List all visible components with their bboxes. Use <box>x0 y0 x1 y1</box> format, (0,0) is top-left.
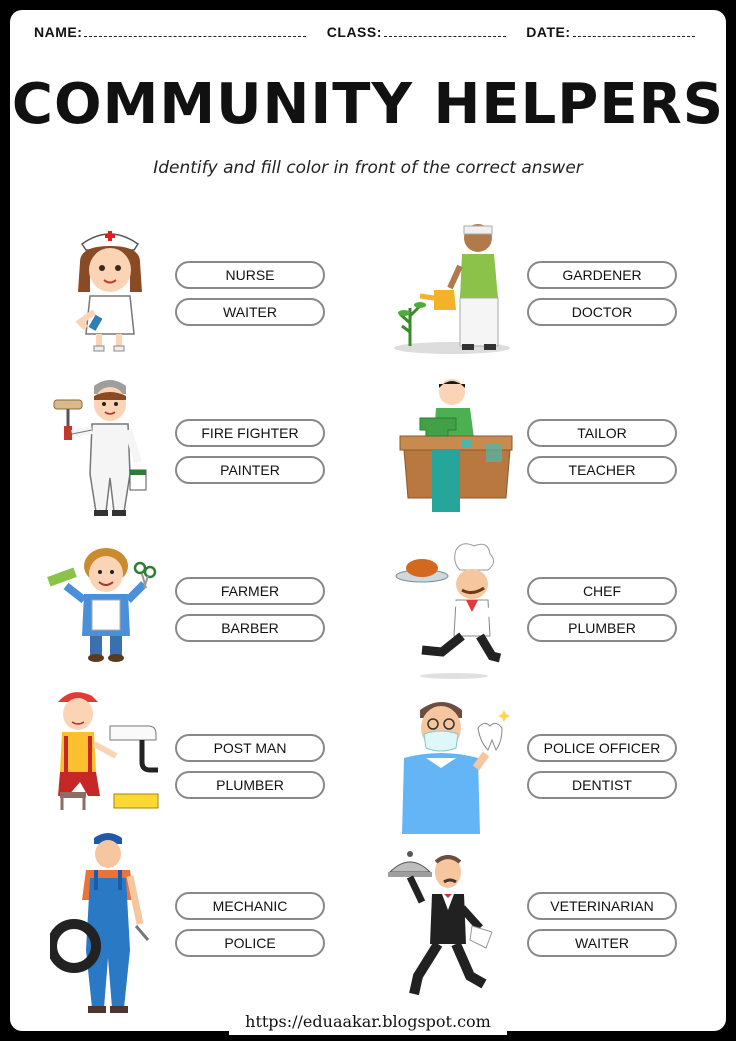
nurse-figure <box>70 222 150 354</box>
option-waiter-right[interactable]: WAITER <box>527 929 677 957</box>
tailor-figure <box>398 374 514 516</box>
option-doctor[interactable]: DOCTOR <box>527 298 677 326</box>
worksheet-header <box>34 24 695 40</box>
date-field[interactable] <box>573 35 695 37</box>
class-field[interactable] <box>384 35 506 37</box>
name-field[interactable] <box>84 35 306 37</box>
option-police-officer[interactable]: POLICE OFFICER <box>527 734 677 762</box>
plumber-figure <box>52 686 164 818</box>
date-label: DATE: <box>526 24 571 40</box>
mechanic-figure <box>50 830 158 1016</box>
page-title: COMMUNITY HELPERS <box>11 72 725 137</box>
class-label: CLASS: <box>326 24 382 40</box>
option-dentist[interactable]: DENTIST <box>527 771 677 799</box>
option-gardener[interactable]: GARDENER <box>527 261 677 289</box>
footer-url[interactable]: https://eduaakar.blogspot.com <box>229 1010 507 1035</box>
option-nurse[interactable]: NURSE <box>175 261 325 289</box>
option-plumber-right[interactable]: PLUMBER <box>527 614 677 642</box>
option-farmer[interactable]: FARMER <box>175 577 325 605</box>
option-mechanic[interactable]: MECHANIC <box>175 892 325 920</box>
option-teacher[interactable]: TEACHER <box>527 456 677 484</box>
name-label: NAME: <box>34 24 83 40</box>
footer-url-bar <box>0 1010 736 1035</box>
dentist-figure <box>400 696 510 834</box>
barber-figure <box>46 544 158 666</box>
option-veterinarian[interactable]: VETERINARIAN <box>527 892 677 920</box>
waiter-figure <box>388 848 504 1002</box>
option-barber[interactable]: BARBER <box>175 614 325 642</box>
chef-figure <box>392 540 516 680</box>
gardener-figure <box>390 218 514 358</box>
option-chef[interactable]: CHEF <box>527 577 677 605</box>
page-subtitle: Identify and fill color in front of the correct answer <box>153 158 583 178</box>
option-post-man[interactable]: POST MAN <box>175 734 325 762</box>
painter-figure <box>50 374 154 520</box>
option-plumber[interactable]: PLUMBER <box>175 771 325 799</box>
option-tailor[interactable]: TAILOR <box>527 419 677 447</box>
option-fire-fighter[interactable]: FIRE FIGHTER <box>175 419 325 447</box>
option-police[interactable]: POLICE <box>175 929 325 957</box>
option-waiter[interactable]: WAITER <box>175 298 325 326</box>
option-painter[interactable]: PAINTER <box>175 456 325 484</box>
